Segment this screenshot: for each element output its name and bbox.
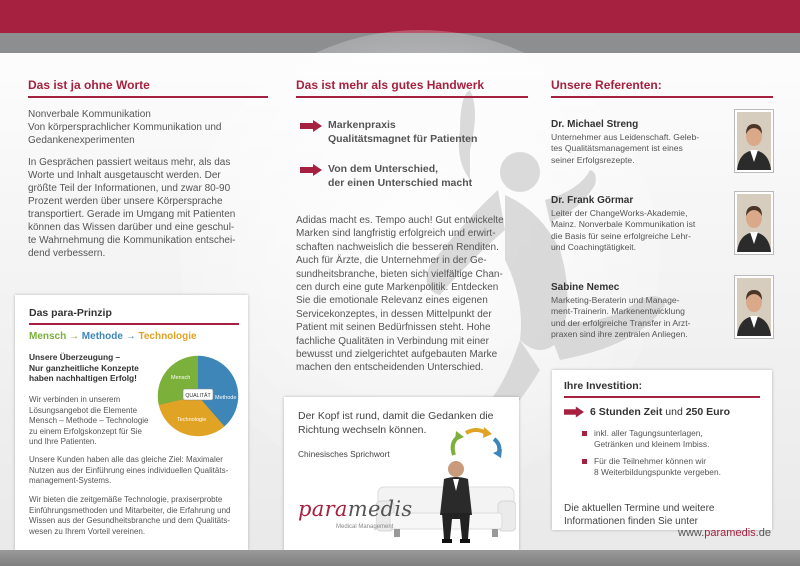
text-line: Lösungsangebot die Elemente	[29, 405, 138, 415]
url-part: paramedis	[704, 527, 756, 539]
text-line: Einführungsmethoden und Mitarbeiter, die Erfahrung und	[29, 505, 231, 515]
bullet-line: 8 Weiterbildungspunkte vergeben.	[594, 467, 721, 477]
card-rule	[564, 396, 760, 398]
portrait-nemec	[735, 276, 773, 338]
speaker-line: Marketing-Beraterin und Manage-	[551, 295, 680, 305]
body-line: Adidas macht es. Tempo auch! Gut entwickelte	[296, 215, 504, 226]
diagram-label-methode: Methode	[215, 395, 237, 401]
speaker-line: praxen sind ihre zentralen Anliegen.	[551, 329, 688, 340]
diagram-label-mensch: Mensch	[171, 375, 191, 381]
speaker-goermar	[551, 195, 726, 254]
triad-arrow: →	[125, 331, 136, 342]
footer-line: Informationen finden Sie unter	[564, 516, 698, 527]
body-line: cen durch eine gute Markenpolitik. Entdecken	[296, 282, 499, 294]
portrait-streng	[735, 110, 773, 172]
body-line: Prozent werden über unsere Körpersprache	[28, 196, 223, 207]
bullet-square-icon	[582, 431, 587, 436]
investition-bullets	[582, 428, 762, 484]
investition-main	[564, 406, 730, 418]
heading-rule	[551, 96, 773, 98]
triad-methode: Methode	[81, 331, 123, 342]
triad-row	[29, 331, 197, 342]
speaker-name: Dr. Michael Streng	[551, 119, 639, 130]
bullet-line: inkl. aller Tagungsunterlagen,	[594, 428, 703, 438]
portrait-goermar	[735, 192, 773, 254]
heading-ohne-worte: Das ist ja ohne Worte	[28, 78, 150, 92]
heading-referenten: Unsere Referenten:	[551, 78, 662, 92]
text-line: und Ihre Patienten.	[29, 437, 97, 447]
arrow-item-unterschied	[300, 162, 472, 190]
arrow-text-line: der einen Unterschied macht	[328, 177, 473, 189]
card-title: Das para-Prinzip	[29, 307, 112, 319]
url-part: .de	[755, 527, 771, 539]
person-photo-icon	[737, 112, 771, 170]
speaker-line: Mainz. Nonverbale Kommunikation ist	[551, 219, 696, 230]
logo-part: medis	[347, 497, 413, 521]
body-line: Auch für Ärzte, die Unternehmer in der Ge-	[296, 255, 487, 267]
body-line: machen den entscheidenden Unterschied.	[296, 362, 484, 374]
card-rule	[29, 323, 239, 325]
body-line: sundheitsbranche, bieten sich vielfältige Chan-	[296, 268, 503, 280]
body-line: bewusst und zielgerichtet aufgebauten Marke	[296, 349, 498, 361]
quote-line: Richtung wechseln können.	[298, 424, 427, 436]
quote-author: Chinesisches Sprichwort	[298, 449, 390, 459]
body-line: Patient mit seinen Bedürfnissen steht. Hohe	[296, 322, 491, 334]
speaker-line: tes Qualitätsmanagement ist eines	[551, 143, 683, 154]
speaker-line: Leiter der ChangeWorks-Akademie,	[551, 208, 688, 218]
conviction-heading	[29, 352, 154, 384]
body-line: transportiert. Gerade im Umgang mit Patienten	[28, 209, 236, 220]
body-line: Servicekonzeptes, in dessen Mittelpunkt der	[296, 308, 492, 320]
heading-line: haben nachhaltigen Erfolg!	[29, 373, 137, 383]
quality-circle-diagram	[155, 353, 241, 439]
investition-time: 6 Stunden Zeit	[590, 406, 663, 418]
text-line: Wir verbinden in unserem	[29, 395, 121, 404]
para-p1	[29, 395, 154, 448]
circular-arrows-icon	[446, 427, 506, 461]
para-p2	[29, 455, 249, 487]
list-item	[582, 428, 762, 450]
person-photo-icon	[737, 278, 771, 336]
website-link[interactable]	[678, 527, 771, 539]
speaker-nemec	[551, 282, 726, 341]
para-prinzip-card	[15, 295, 248, 550]
investition-footer	[564, 502, 764, 528]
heading-rule	[28, 96, 268, 98]
handwerk-body	[296, 214, 528, 375]
heading-rule	[296, 96, 528, 98]
paramedis-logo	[298, 497, 413, 521]
body-line: Marken sind langfristig erfolgreich und erwirt-	[296, 228, 496, 240]
triad-technologie: Technologie	[138, 331, 197, 342]
speaker-streng	[551, 119, 726, 166]
text-line: Wissen aus der Gesundheitsbranche und dem Qualitäts-	[29, 516, 230, 526]
list-item	[582, 456, 762, 478]
speaker-line: Unternehmer aus Leidenschaft. Geleb-	[551, 132, 700, 142]
para-p3	[29, 495, 249, 537]
body-line: dend verbessern.	[28, 248, 106, 259]
bottom-band	[0, 550, 800, 566]
arrow-right-icon	[564, 406, 584, 418]
speaker-line: seiner Erfolgsrezepte.	[551, 154, 635, 165]
arrow-right-icon	[300, 120, 322, 132]
nonverbal-body	[28, 156, 268, 260]
intro-line: Nonverbale Kommunikation	[28, 109, 151, 120]
heading-line: Nur ganzheitliche Konzepte	[29, 362, 139, 373]
logo-subtitle: Medical Management	[336, 524, 394, 530]
body-line: te Wahrnehmung die Kommunikation entschei-	[28, 235, 236, 246]
heading-handwerk: Das ist mehr als gutes Handwerk	[296, 78, 485, 92]
logo-part: para	[298, 497, 348, 521]
speaker-line: und Coachingtätigkeit.	[551, 242, 637, 253]
arrow-right-icon	[300, 164, 322, 176]
body-line: können das Wissen darüber und eine geschul-	[28, 222, 235, 233]
arrow-text-line: Markenpraxis	[328, 119, 396, 131]
heading-line: Unsere Überzeugung –	[29, 352, 121, 362]
quote-card	[284, 397, 519, 551]
url-part: www.	[678, 527, 705, 539]
body-line: In Gesprächen passiert weitaus mehr, als das	[28, 157, 231, 168]
intro-line: Von körpersprachlicher Kommunikation und	[28, 122, 222, 133]
bullet-square-icon	[582, 459, 587, 464]
bullet-line: Für die Teilnehmer können wir	[594, 456, 707, 466]
speaker-line: die Basis für seine erfolgreiche Lehr-	[551, 230, 691, 241]
text-line: wesen zu Ihrem Vorteil vereinen.	[29, 526, 146, 536]
body-line: größte Teil der Informationen, und zwar 80-90	[28, 183, 231, 194]
text-line: management-Systems.	[29, 476, 112, 486]
intro-line: Gedankenexperimenten	[28, 135, 135, 146]
body-line: schaften nachweislich die besseren Renditen.	[296, 241, 499, 253]
text-line: Unsere Kunden haben alle das gleiche Ziel: Maximaler	[29, 455, 223, 464]
triad-arrow: →	[69, 331, 80, 342]
text-line: Nutzen aus der Einführung eines individuellen Qualitäts-	[29, 465, 229, 475]
body-line: fachliche Qualitäten in Verbindung mit einer	[296, 335, 489, 347]
card-title: Ihre Investition:	[564, 380, 643, 392]
body-line: Sie die emotionale Relevanz eines eigenen	[296, 295, 488, 307]
diagram-label-technologie: Technologie	[177, 417, 207, 423]
quote-line: Der Kopf ist rund, damit die Gedanken die	[298, 410, 494, 422]
speaker-name: Sabine Nemec	[551, 282, 620, 293]
investition-card	[552, 370, 772, 530]
text-line: Wir bieten die zeitgemäße Technologie, praxiserprobte	[29, 495, 223, 504]
speaker-name: Dr. Frank Görmar	[551, 195, 634, 206]
arrow-text-line: Von dem Unterschied,	[328, 163, 439, 175]
nonverbal-intro	[28, 108, 268, 147]
bullet-line: Getränken und kleinem Imbiss.	[594, 439, 710, 449]
triad-mensch: Mensch	[29, 331, 67, 342]
person-photo-icon	[737, 194, 771, 252]
text-line: Mensch – Methode – Technologie	[29, 416, 149, 426]
body-line: Worte und Inhalt ausgetauscht werden. Der	[28, 170, 221, 181]
text-line: zu einem Erfolgskonzept für Sie	[29, 426, 142, 436]
investition-and: und	[662, 406, 686, 418]
speaker-line: ment-Trainerin. Markenentwicklung	[551, 306, 685, 317]
footer-line: Die aktuellen Termine und weitere	[564, 503, 715, 514]
arrow-text-line: Qualitätsmagnet für Patienten	[328, 133, 478, 145]
investition-price: 250 Euro	[685, 406, 731, 418]
speaker-line: und der erfolgreiche Transfer in Arzt-	[551, 317, 691, 328]
arrow-item-markenpraxis	[300, 118, 477, 146]
diagram-center-label: QUALITÄT	[185, 393, 211, 399]
